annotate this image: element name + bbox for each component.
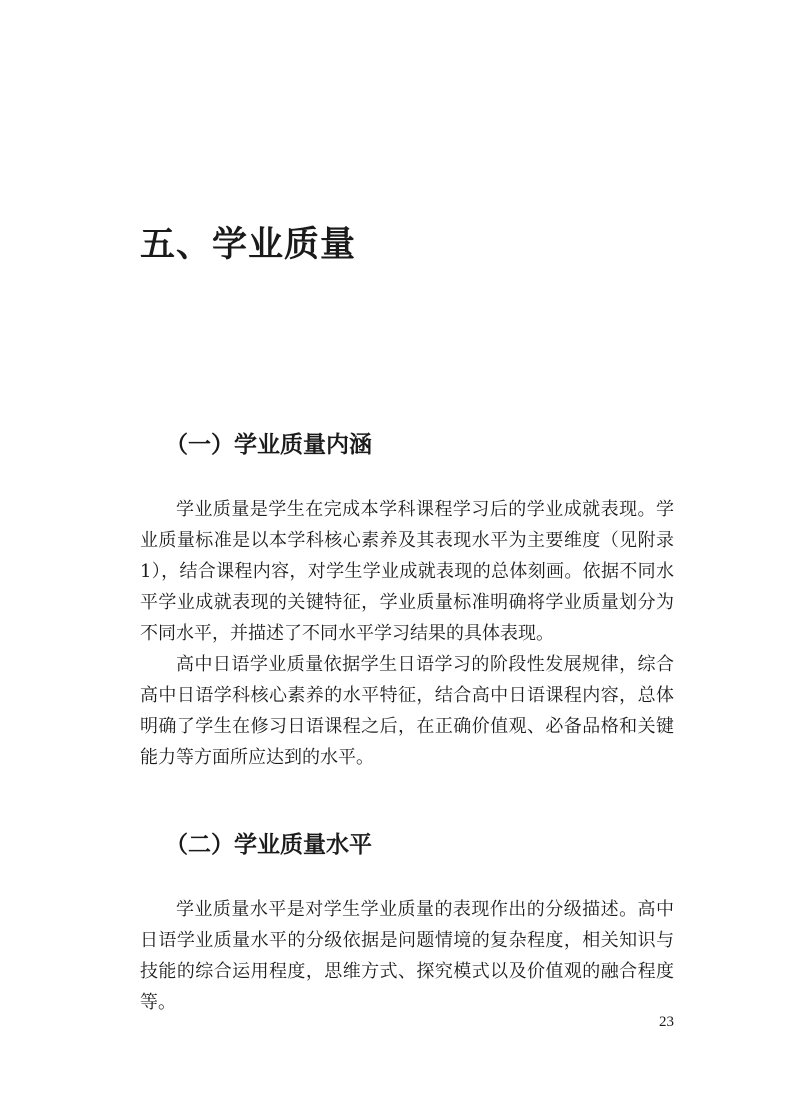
chapter-title: 五、学业质量: [140, 225, 357, 265]
page-number: 23: [659, 1014, 674, 1030]
body-paragraph: 学业质量水平是对学生学业质量的表现作出的分级描述。高中日语学业质量水平的分级依据是问题情境的复杂程度，相关知识与技能的综合运用程度，思维方式、探究模式以及价值观的融合程度等。: [140, 899, 674, 1013]
section-heading-connotation: （一）学业质量内涵: [165, 432, 372, 458]
body-paragraph: 高中日语学业质量依据学生日语学习的阶段性发展规律，综合高中日语学科核心素养的水平特征，结合高中日语课程内容，总体明确了学生在修习日语课程之后，在正确价值观、必备品格和关键能力等方面所应达到的水平。: [140, 654, 674, 768]
section-body-levels: [140, 894, 674, 1018]
section-heading-levels: （二）学业质量水平: [165, 832, 372, 858]
body-paragraph: 学业质量是学生在完成本学科课程学习后的学业成就表现。学业质量标准是以本学科核心素养及其表现水平为主要维度（见附录1），结合课程内容，对学生学业成就表现的总体刻画。依据不同水平学业成就表现的关键特征，学业质量标准明确将学业质量划分为不同水平，并描述了不同水平学习结果的具体表现。: [140, 499, 674, 644]
section-body-connotation: [140, 494, 674, 773]
